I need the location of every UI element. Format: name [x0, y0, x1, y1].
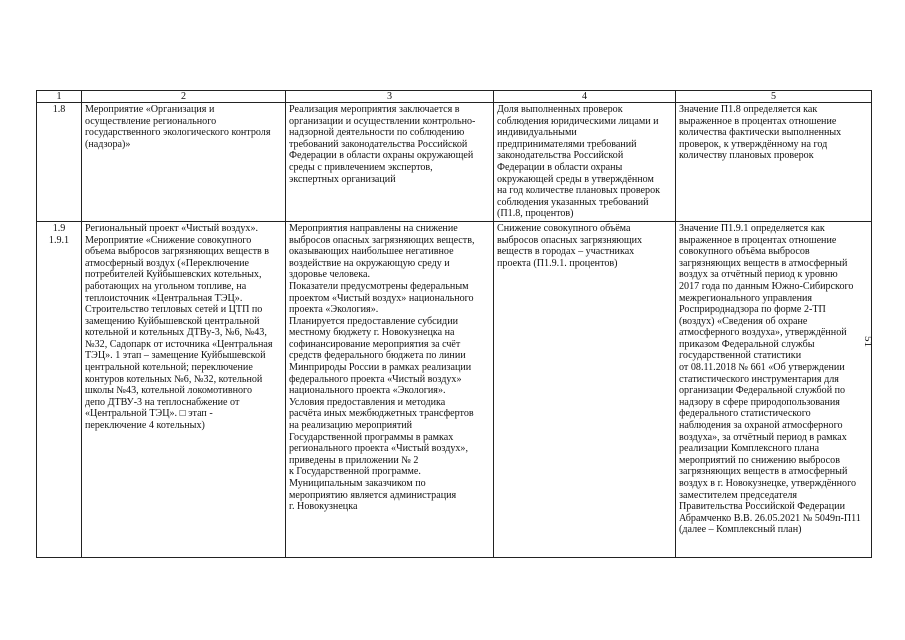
text-line: соблюдения юридическими лицами и	[497, 115, 659, 127]
text-line: 1.9.1	[48, 234, 70, 246]
text-line: (далее – Комплексный план)	[679, 524, 802, 536]
text-line: надзору в сфере природопользования	[679, 396, 840, 408]
text-line: окружающей среды в утверждённом	[497, 173, 654, 185]
text-line: организации и осуществлении контрольно-	[289, 115, 476, 127]
text-line: теплоисточник «Центральная ТЭЦ».	[85, 292, 243, 304]
text-line: средств федерального бюджета по линии	[289, 350, 466, 362]
header-row	[37, 91, 872, 103]
activity-cell	[82, 103, 286, 222]
text-line: выраженное в процентах отношение	[679, 115, 837, 127]
text-line: проверок, к утверждённому на год	[679, 138, 828, 150]
text-line: проекта «Экология».	[289, 304, 379, 316]
text-line: Государственной программы в рамках	[289, 431, 454, 443]
text-line: (П1.8, процентов)	[497, 208, 574, 220]
description-cell	[286, 221, 494, 557]
description-cell	[286, 103, 494, 222]
text-line: на реализацию мероприятий	[289, 420, 413, 432]
text-line: загрязняющих веществ в атмосферный	[679, 466, 848, 478]
text-line: местному бюджету г. Новокузнецка на	[289, 327, 455, 339]
text-line: организации Федеральной службой по	[679, 385, 846, 397]
text-line: замещению Куйбышевской центральной	[85, 315, 260, 327]
text-line: веществ в городах – участниках	[497, 246, 635, 258]
text-line: осуществление регионального	[85, 115, 217, 127]
text-line: депо ДТВУ-3 на теплоснабжение от	[85, 396, 240, 408]
text-line: реализации Комплексного плана	[679, 443, 820, 455]
text-line: совокупного объёма выбросов	[679, 246, 810, 258]
text-line: объема выбросов загрязняющих веществ в	[85, 246, 270, 258]
row-number-cell	[37, 221, 82, 557]
text-line: котельной и котельных ДТВу-3, №6, №43,	[85, 327, 267, 339]
text-line: надзорной деятельности по соблюдению	[289, 127, 465, 139]
text-line: статистического инструментария для	[679, 373, 839, 385]
page-number: 51	[862, 336, 874, 347]
text-line: соблюдения указанных требований	[497, 196, 649, 208]
text-line: государственного экологического контроля	[85, 127, 271, 139]
text-line: Планируется предоставление субсидии	[289, 315, 458, 327]
text-line: федерального статистического	[679, 408, 811, 420]
text-line: центральной котельной; переключение	[85, 362, 253, 374]
text-line: выраженное в процентах отношение	[679, 234, 837, 246]
text-line: (воздух) «Сведения об охране	[679, 315, 808, 327]
header-col-2: 2	[82, 91, 286, 103]
text-line: расчёта иных межбюджетных трансфертов	[289, 408, 474, 420]
text-line: атмосферного воздуха», утверждённой	[679, 327, 847, 339]
text-line: 1.8	[52, 104, 66, 115]
text-line: №32, Садопарк от источника «Центральная	[85, 338, 273, 350]
text-line: Федерации в области охраны	[497, 161, 623, 173]
text-line: к Государственной программе.	[289, 466, 421, 478]
text-line: Значение П1.9.1 определяется как	[679, 222, 825, 234]
text-line: Росприроднадзора по форме 2-ТП	[679, 304, 826, 316]
text-line: на год количестве плановых проверок	[497, 185, 661, 197]
text-line: оказывающих наибольшее негативное	[289, 246, 454, 258]
text-line: Минприроды России в рамках реализации	[289, 362, 472, 374]
text-line: потребителей Куйбышевских котельных,	[85, 269, 262, 281]
text-line: 2017 года по данным Южно-Сибирского	[679, 280, 854, 292]
text-line: ТЭЦ». 1 этап – замещение Куйбышевской	[85, 350, 266, 362]
text-line: воздух в г. Новокузнецке, утверждённого	[679, 478, 857, 489]
text-line: Муниципальным заказчиком по	[289, 478, 426, 489]
text-line: Снижение совокупного объёма	[497, 222, 631, 234]
text-line: выбросов опасных загрязняющих	[497, 234, 643, 246]
text-line: переключение 4 котельных)	[85, 420, 205, 432]
text-line: 1.9	[52, 222, 66, 234]
header-col-5: 5	[676, 91, 872, 103]
text-line: регионального проекта «Чистый воздух»,	[289, 443, 468, 455]
text-line: Показатели предусмотрены федеральным	[289, 280, 469, 292]
text-line: мероприятию является администрация	[289, 489, 457, 501]
text-line: количеству плановых проверок	[679, 150, 814, 162]
text-line: федерального проекта «Чистый воздух»	[289, 373, 462, 385]
text-line: среды с привлечением экспертов,	[289, 161, 433, 173]
text-line: Условия предоставления и методика	[289, 396, 446, 408]
text-line: загрязняющих веществ в атмосферный	[679, 257, 848, 269]
text-line: приказом Федеральной службы	[679, 338, 815, 350]
text-line: Строительство тепловых сетей и ЦТП по	[85, 304, 263, 316]
text-line: г. Новокузнецка	[289, 501, 358, 513]
text-line: Реализация мероприятия заключается в	[289, 104, 460, 115]
text-line: воздух за отчётный период к уровню	[679, 269, 838, 281]
text-line: законодательства Российской	[497, 150, 624, 162]
table-row	[37, 221, 872, 557]
indicator-cell	[494, 221, 676, 557]
text-line: работающих на угольном топливе, на	[85, 280, 247, 292]
calculation-cell	[676, 103, 872, 222]
text-line: Федерации в области охраны окружающей	[289, 150, 474, 162]
text-line: (надзора)»	[85, 138, 131, 150]
text-line: контуров котельных №6, №32, котельной	[85, 373, 263, 385]
text-line: Региональный проект «Чистый воздух».	[85, 222, 259, 234]
text-line: атмосферный воздух («Переключение	[85, 257, 250, 269]
text-line: «Центральной ТЭЦ». □ этап -	[85, 408, 213, 420]
header-col-4: 4	[494, 91, 676, 103]
text-line: Мероприятия направлены на снижение	[289, 222, 458, 234]
text-line: Доля выполненных проверок	[497, 104, 623, 115]
text-line: индивидуальными	[497, 127, 577, 139]
text-line: требований законодательства Российской	[289, 138, 468, 150]
text-line: предпринимателями требований	[497, 138, 637, 150]
text-line: софинансирование мероприятия за счёт	[289, 338, 461, 350]
text-line: наблюдения за охраной атмосферного	[679, 420, 843, 432]
text-line: воздуха», за отчётный период в рамках	[679, 431, 847, 443]
text-line: выбросов опасных загрязняющих веществ,	[289, 234, 475, 246]
calculation-cell	[676, 221, 872, 557]
indicator-cell	[494, 103, 676, 222]
program-table	[36, 90, 872, 558]
text-line: мероприятий по снижению выбросов	[679, 454, 840, 466]
text-line: школы №43, котельной локомотивного	[85, 385, 252, 397]
text-line: количества фактически выполненных	[679, 127, 842, 139]
text-line: здоровье человека.	[289, 269, 371, 281]
text-line: экспертных организаций	[289, 173, 396, 185]
activity-cell	[82, 221, 286, 557]
text-line: Значение П1.8 определяется как	[679, 104, 818, 115]
text-line: заместителем председателя	[679, 489, 798, 501]
table-row	[37, 103, 872, 222]
text-line: воздействие на окружающую среду и	[289, 257, 450, 269]
text-line: межрегионального управления	[679, 292, 813, 304]
header-col-1: 1	[37, 91, 82, 103]
row-number-cell	[37, 103, 82, 222]
text-line: проекта (П1.9.1. процентов)	[497, 257, 618, 269]
text-line: Мероприятие «Снижение совокупного	[85, 234, 252, 246]
header-col-3: 3	[286, 91, 494, 103]
text-line: национального проекта «Экология».	[289, 385, 446, 397]
text-line: государственной статистики	[679, 350, 802, 362]
text-line: приведены в приложении № 2	[289, 454, 419, 466]
text-line: Абрамченко В.В. 26.05.2021 № 5049п-П11	[679, 512, 861, 524]
text-line: от 08.11.2018 № 661 «Об утверждении	[679, 362, 845, 374]
text-line: Мероприятие «Организация и	[85, 104, 215, 115]
text-line: Правительства Российской Федерации	[679, 501, 845, 513]
text-line: проектом «Чистый воздух» национального	[289, 292, 474, 304]
